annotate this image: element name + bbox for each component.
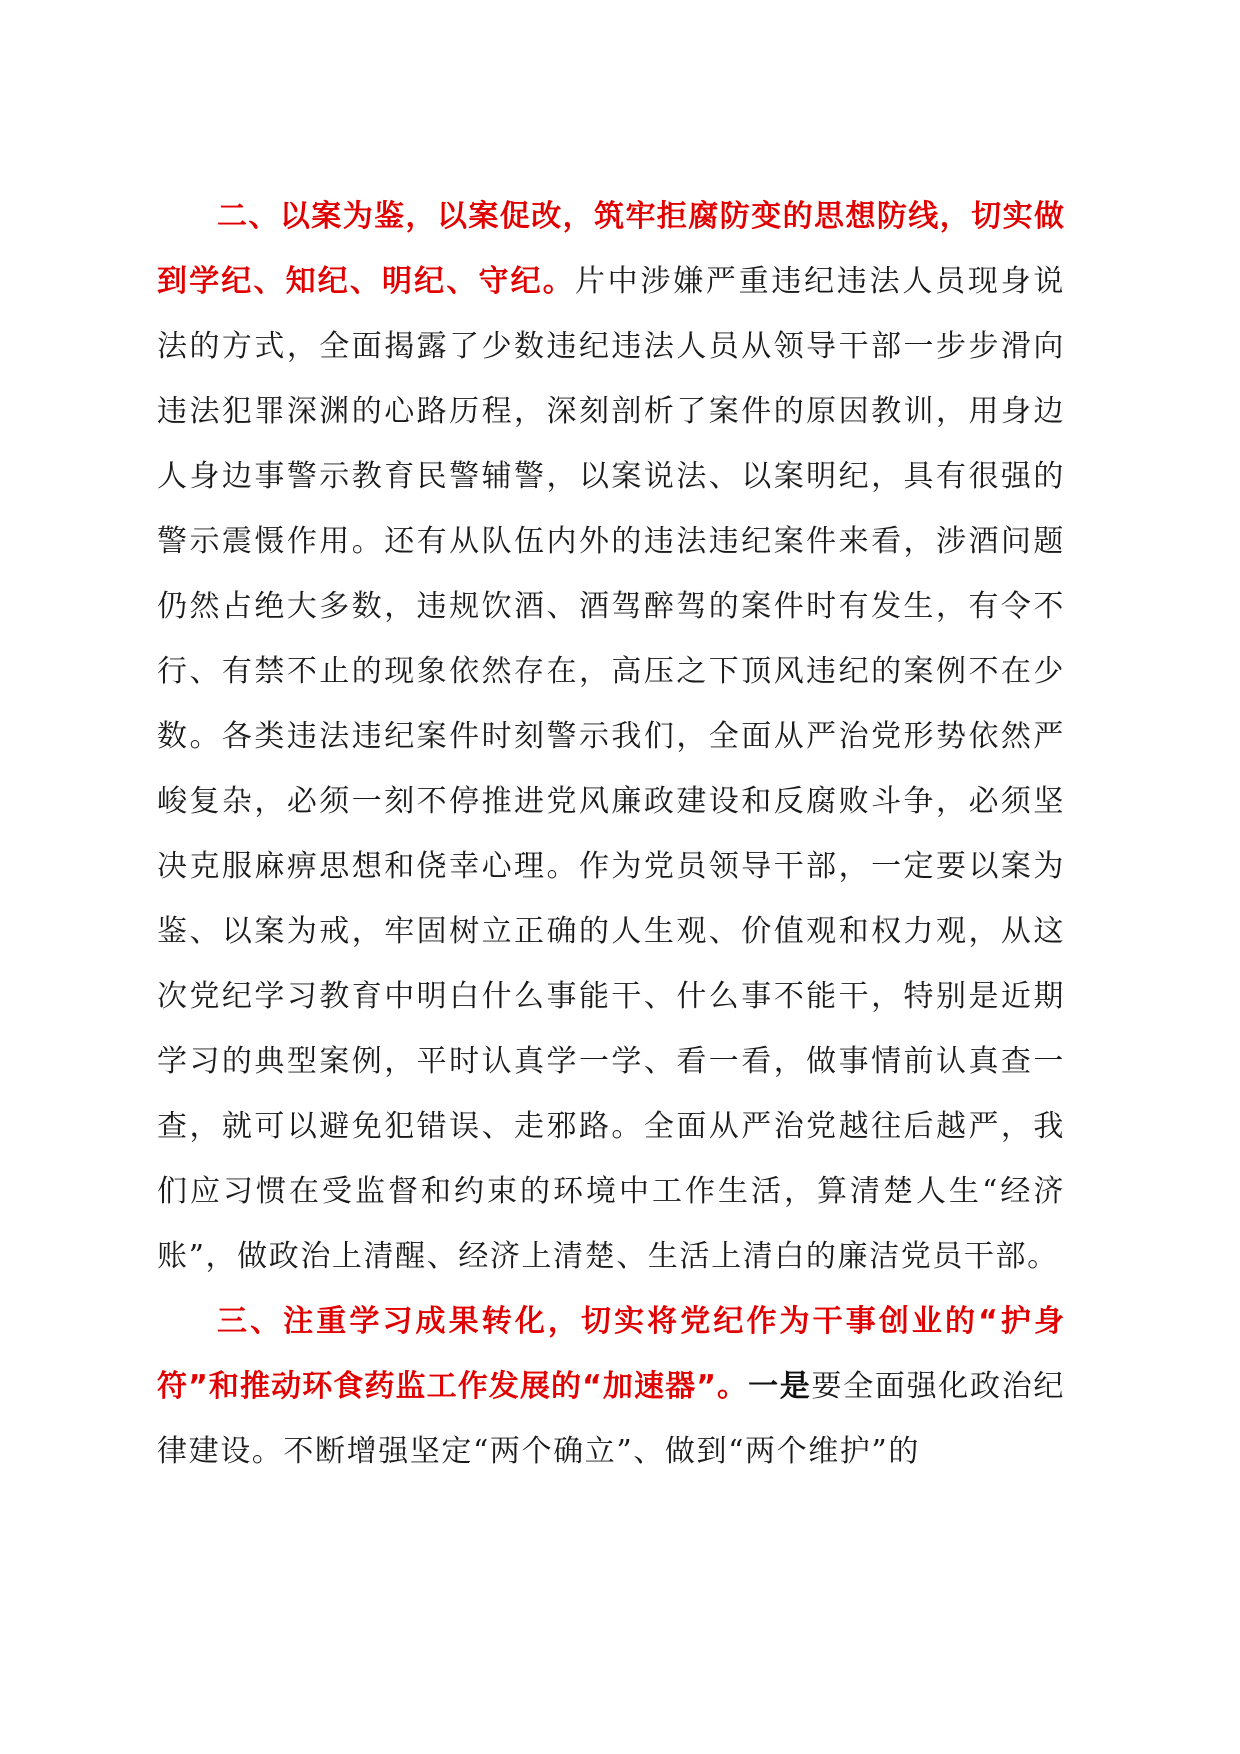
section-3-body: 要全面强化政治纪律建设。不断增强坚定“两个确立”、做到“两个维护”的 bbox=[157, 1369, 1065, 1469]
section-3-paragraph bbox=[157, 1289, 1065, 1484]
section-2-body: 片中涉嫌严重违纪违法人员现身说法的方式，全面揭露了少数违纪违法人员从领导干部一步步滑向违法犯罪深渊的心路历程，深刻剖析了案件的原因教训，用身边人身边事警示教育民警辅警，以案说法、以案明纪，具有很强的警示震慑作用。还有从队伍内外的违法违纪案件来看，涉酒问题仍然占绝大多数，违规饮酒、酒驾醉驾的案件时有发生，有令不行、有禁不止的现象依然存在，高压之下顶风违纪的案例不在少数。各类违法违纪案件时刻警示我们，全面从严治党形势依然严峻复杂，必须一刻不停推进党风廉政建设和反腐败斗争，必须坚决克服麻痹思想和侥幸心理。作为党员领导干部，一定要以案为鉴、以案为戒，牢固树立正确的人生观、价值观和权力观，从这次党纪学习教育中明白什么事能干、什么事不能干，特别是近期学习的典型案例，平时认真学一学、看一看，做事情前认真查一查，就可以避免犯错误、走邪路。全面从严治党越往后越严，我们应习惯在受监督和约束的环境中工作生活，算清楚人生“经济账”，做政治上清醒、经济上清楚、生活上清白的廉洁党员干部。 bbox=[157, 264, 1066, 1274]
section-3-lead: 一是 bbox=[748, 1369, 812, 1404]
section-2-paragraph bbox=[157, 184, 1065, 1289]
section-3-heading: 三、注重学习成果转化，切实将党纪作为干事创业的“护身符”和推动环食药监工作发展的“加速器”。 bbox=[157, 1304, 1065, 1404]
section-2-heading: 二、以案为鉴，以案促改，筑牢拒腐防变的思想防线，切实做到学纪、知纪、明纪、守纪。 bbox=[157, 199, 1065, 299]
